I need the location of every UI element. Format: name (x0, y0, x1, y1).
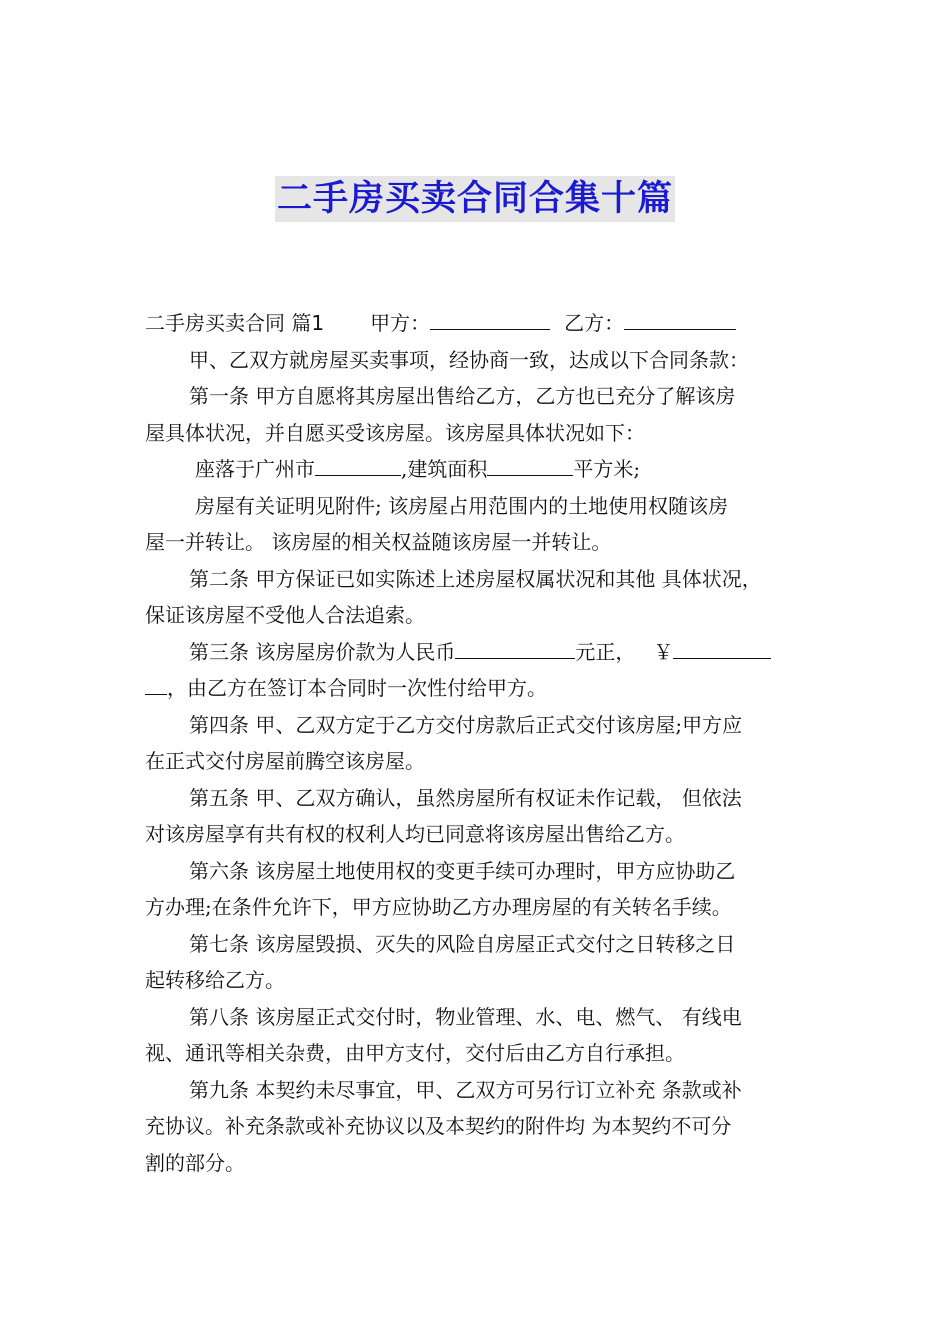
article-3-line-2 (145, 670, 809, 707)
title-container (0, 176, 950, 222)
location-label: 座落于广州市 (195, 457, 315, 481)
area-unit: 平方米; (573, 457, 641, 481)
area-label: ,建筑面积 (401, 457, 488, 481)
document-title: 二手房买卖合同合集十篇 (275, 176, 675, 222)
party-a-blank (430, 307, 550, 330)
party-b-blank (624, 307, 736, 330)
article-5-line-1: 第五条 甲、乙双方确认，虽然房屋所有权证未作记载， 但依法 (189, 785, 742, 810)
article-3-line-1 (145, 634, 809, 671)
article-5-line-2: 对该房屋享有共有权的权利人均已同意将该房屋出售给乙方。 (145, 822, 685, 846)
article-1-line-1: 第一条 甲方自愿将其房屋出售给乙方，乙方也已充分了解该房 (189, 384, 736, 408)
contract-label: 二手房买卖合同 篇 (145, 311, 312, 335)
party-a-label: 甲方： (370, 311, 431, 335)
intro-line: 甲、乙双方就房屋买卖事项，经协商一致，达成以下合同条款： (189, 347, 749, 372)
article-1-location-line (145, 451, 809, 488)
party-b-label: 乙方： (564, 311, 625, 335)
yen-blank-continued (145, 672, 167, 695)
article-8-line-2: 视、通讯等相关杂费，由甲方支付，交付后由乙方自行承担。 (145, 1041, 685, 1065)
area-blank (487, 453, 573, 476)
yen-blank (673, 636, 771, 659)
price-label: 第三条 该房屋房价款为人民币 (189, 639, 456, 664)
article-6-line-2: 方办理;在条件允许下，甲方应协助乙方办理房屋的有关转名手续。 (145, 895, 732, 919)
price-unit: 元正， (575, 639, 636, 664)
article-6-line-1: 第六条 该房屋土地使用权的变更手续可办理时，甲方应协助乙 (189, 858, 736, 883)
article-7-line-1: 第七条 该房屋毁损、灭失的风险自房屋正式交付之日转移之日 (189, 931, 736, 956)
payment-text: ，由乙方在签订本合同时一次性付给甲方。 (167, 676, 547, 700)
header-line (145, 305, 809, 342)
article-2-line-2: 保证该房屋不受他人合法追索。 (145, 603, 425, 627)
article-4-line-2: 在正式交付房屋前腾空该房屋。 (145, 749, 425, 773)
article-1-line-5: 屋一并转让。 该房屋的相关权益随该房屋一并转让。 (145, 530, 612, 554)
price-blank (455, 636, 575, 659)
article-1-line-2: 屋具体状况，并自愿买受该房屋。该房屋具体状况如下： (145, 420, 645, 445)
article-1-line-4: 房屋有关证明见附件; 该房屋占用范围内的土地使用权随该房 (195, 493, 729, 518)
article-9-line-3: 割的部分。 (145, 1150, 245, 1175)
document-body (145, 305, 809, 1181)
article-9-line-1: 第九条 本契约未尽事宜，甲、乙双方可另行订立补充 条款或补 (189, 1077, 742, 1102)
article-8-line-1: 第八条 该房屋正式交付时，物业管理、水、电、燃气、 有线电 (189, 1004, 742, 1029)
article-2-line-1: 第二条 甲方保证已如实陈述上述房屋权属状况和其他 具体状况， (189, 566, 762, 591)
yen-symbol: ￥ (653, 639, 674, 664)
article-7-line-2: 起转移给乙方。 (145, 968, 285, 992)
location-blank (315, 453, 401, 476)
article-9-line-2: 充协议。补充条款或补充协议以及本契约的附件均 为本契约不可分 (145, 1114, 732, 1138)
contract-number: 1 (311, 311, 325, 335)
article-4-line-1: 第四条 甲、乙双方定于乙方交付房款后正式交付该房屋;甲方应 (189, 712, 743, 737)
